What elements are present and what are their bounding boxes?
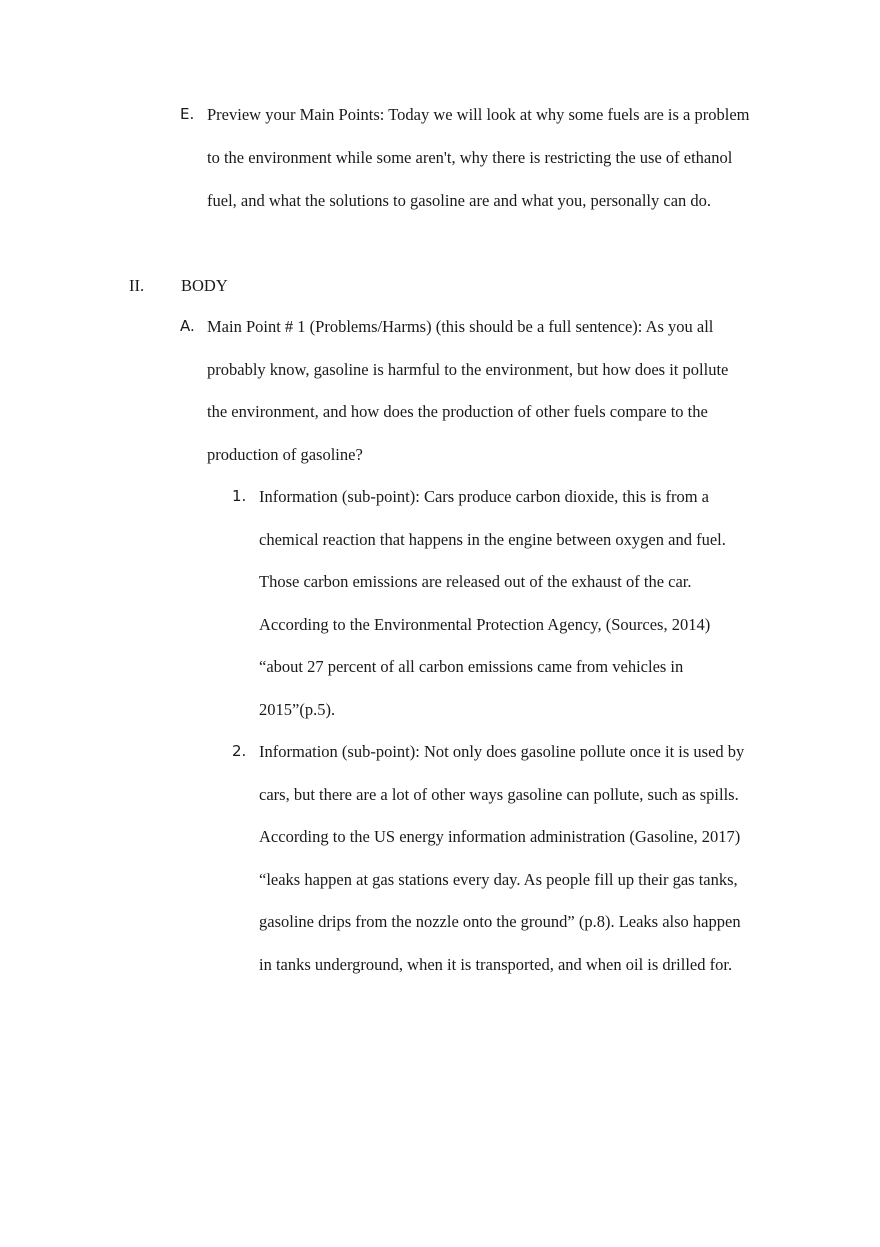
- sub-point-line: According to the Environmental Protection Agency, (Sources, 2014): [259, 615, 711, 634]
- sub-point-line: in tanks underground, when it is transported, and when oil is drilled for.: [259, 955, 733, 974]
- main-point-line: probably know, gasoline is harmful to the environment, but how does it pollute: [207, 360, 729, 379]
- section-heading: BODY: [181, 276, 228, 295]
- sub-point-line: “leaks happen at gas stations every day. As people fill up their gas tanks,: [259, 870, 738, 889]
- sub-point-line: According to the US energy information administration (Gasoline, 2017): [259, 827, 741, 846]
- sub-point-line: Information (sub-point): Cars produce carbon dioxide, this is from a: [259, 487, 709, 506]
- sub-point-line: Information (sub-point): Not only does gasoline pollute once it is used by: [259, 742, 745, 761]
- preview-marker: E.: [180, 105, 195, 123]
- main-point-line: the environment, and how does the production of other fuels compare to the: [207, 402, 708, 421]
- sub-point-line: gasoline drips from the nozzle onto the ground” (p.8). Leaks also happen: [259, 912, 741, 931]
- sub-point-marker: 2.: [232, 742, 247, 760]
- sub-point-marker: 1.: [232, 487, 247, 505]
- sub-point-line: Those carbon emissions are released out of the exhaust of the car.: [259, 572, 692, 591]
- section-numeral: II.: [129, 276, 145, 295]
- sub-point-line: cars, but there are a lot of other ways gasoline can pollute, such as spills.: [259, 785, 739, 804]
- main-point-marker: A.: [180, 317, 195, 335]
- sub-point-line: “about 27 percent of all carbon emissions came from vehicles in: [259, 657, 684, 676]
- preview-line: fuel, and what the solutions to gasoline are and what you, personally can do.: [207, 191, 712, 210]
- main-point-line: production of gasoline?: [207, 445, 363, 464]
- sub-point-line: 2015”(p.5).: [259, 700, 336, 719]
- sub-point-line: chemical reaction that happens in the engine between oxygen and fuel.: [259, 530, 726, 549]
- preview-line: to the environment while some aren't, why there is restricting the use of ethanol: [207, 148, 733, 167]
- main-point-line: Main Point # 1 (Problems/Harms) (this should be a full sentence): As you all: [207, 317, 714, 336]
- preview-line: Preview your Main Points: Today we will look at why some fuels are is a problem: [207, 105, 750, 124]
